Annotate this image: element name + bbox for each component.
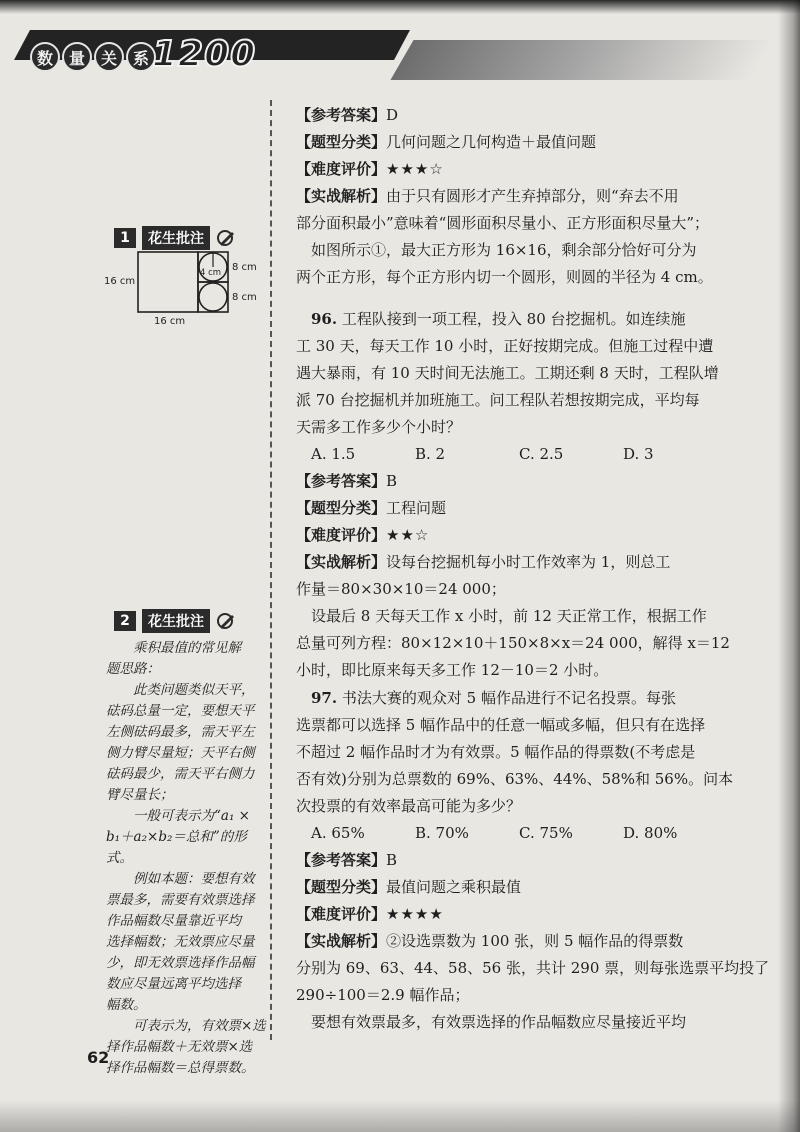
analysis-tag: 【实战解析】: [296, 553, 387, 571]
page-right-edge-shadow: [778, 0, 800, 1132]
q97-answer-line: [296, 847, 736, 874]
sidebar-note-1-label: [114, 226, 236, 250]
option-a: A. 1.5: [311, 445, 356, 463]
analysis-text: 设最后 8 天每天工作 x 小时，前 12 天正常工作，根据工作: [311, 607, 707, 625]
figure-label-radius: 4 cm: [200, 268, 222, 278]
q96-answer-line: [296, 468, 736, 495]
note-line: 数应尽量远离平均选择: [106, 976, 241, 992]
type-tag: 【题型分类】: [296, 878, 387, 896]
answer-tag: 【参考答案】: [296, 472, 387, 490]
q96-type-line: [296, 495, 736, 522]
answer-tag: 【参考答案】: [296, 106, 387, 124]
note-line: 侧力臂尽量短；天平右侧: [106, 745, 255, 761]
note-line: 此类问题类似天平，: [133, 682, 255, 698]
q95-answer-line: [296, 102, 736, 129]
note-line: 臂尽量长；: [106, 787, 174, 803]
analysis-text: 部分面积最小”意味着“圆形面积尽量小、正方形面积尽量大”；: [296, 214, 710, 232]
stem-text: 次投票的有效率最高可能为多少？: [296, 797, 522, 815]
q97-block: [296, 685, 770, 1036]
sidebar-note-2-text: [106, 638, 266, 1079]
stem-text: 派 70 台挖掘机并加班施工。问工程队若想按期完成，平均每: [296, 391, 700, 409]
analysis-text: 两个正方形，每个正方形内切一个圆形，则圆的半径为 4 cm。: [296, 268, 713, 286]
page-number: 62: [87, 1048, 110, 1067]
note-line: 题思路：: [106, 661, 160, 677]
q97-stem-line: [296, 685, 736, 712]
note-line: 一般可表示为“a₁ ×: [133, 808, 250, 824]
note-line: 作品幅数尽量靠近平均: [106, 913, 241, 929]
q97-analysis-line: [296, 928, 736, 955]
option-b: B. 70%: [415, 824, 469, 842]
stem-text: 选票都可以选择 5 幅作品中的任意一幅或多幅，但只有在选择: [296, 716, 706, 734]
answer-tag: 【参考答案】: [296, 851, 387, 869]
figure-label-right-top: 8 cm: [232, 262, 257, 273]
q96-stem-line: [296, 306, 736, 333]
header-badge: 数: [30, 42, 60, 72]
q96-difficulty-line: [296, 522, 736, 549]
type-value: 工程问题: [386, 499, 447, 517]
pen-icon: [216, 611, 236, 631]
analysis-text: 总量可列方程：80×12×10＋150×8×x＝24 000，解得 x＝12: [296, 634, 730, 652]
q97-difficulty-line: [296, 901, 736, 928]
stem-text: 否有效)分别为总票数的 69%、63%、44%、58%和 56%。问本: [296, 770, 734, 788]
header-badge: 关: [94, 42, 124, 72]
option-b: B. 2: [415, 445, 446, 463]
q96-options: [296, 441, 736, 468]
note-line: 砝码最少，需天平右侧力: [106, 766, 255, 782]
analysis-text: 设每台挖掘机每小时工作效率为 1，则总工: [386, 553, 671, 571]
difficulty-tag: 【难度评价】: [296, 160, 387, 178]
header-number: 1200: [152, 34, 257, 75]
type-tag: 【题型分类】: [296, 499, 387, 517]
analysis-tag: 【实战解析】: [296, 932, 387, 950]
type-tag: 【题型分类】: [296, 133, 387, 151]
figure-label-left: 16 cm: [104, 276, 136, 287]
note-number: 1: [114, 228, 136, 248]
analysis-text: 290÷100＝2.9 幅作品；: [296, 986, 470, 1004]
analysis-text: 分别为 69、63、44、58、56 张，共计 290 票，则每张选票平均投了: [296, 959, 770, 977]
stem-text: 天需多工作多少个小时？: [296, 418, 462, 436]
note-title: 花生批注: [142, 226, 210, 250]
question-number: 97.: [311, 689, 338, 707]
type-value: 几何问题之几何构造＋最值问题: [386, 133, 597, 151]
stem-text: 工程队接到一项工程，投入 80 台挖掘机。如连续施: [341, 310, 686, 328]
difficulty-tag: 【难度评价】: [296, 905, 387, 923]
note-line: 票最多，需要有效票选择: [106, 892, 255, 908]
analysis-tag: 【实战解析】: [296, 187, 387, 205]
note-line: 选择幅数；无效票应尽量: [106, 934, 255, 950]
note-title: 花生批注: [142, 609, 210, 633]
note-line: 例如本题：要想有效: [133, 871, 255, 887]
pen-icon: [216, 228, 236, 248]
difficulty-stars: ★★★☆: [386, 160, 444, 178]
header-badges: [30, 42, 156, 72]
figure-label-bottom: 16 cm: [154, 316, 186, 327]
q97-type-line: [296, 874, 736, 901]
analysis-text: 作量＝80×30×10＝24 000；: [296, 580, 506, 598]
page-bottom-shadow: [0, 1100, 800, 1132]
option-c: C. 75%: [519, 824, 573, 842]
stem-text: 不超过 2 幅作品时才为有效票。5 幅作品的得票数(不考虑是: [296, 743, 696, 761]
analysis-text: 由于只有圆形才产生弃掉部分，则“弃去不用: [386, 187, 679, 205]
analysis-text: 小时，即比原来每天多工作 12－10＝2 小时。: [296, 661, 609, 679]
note-line: 可表示为，有效票×选: [133, 1018, 266, 1034]
header-fade: [390, 40, 773, 80]
analysis-text: 要想有效票最多，有效票选择的作品幅数应尽量接近平均: [311, 1013, 687, 1031]
book-header: [22, 20, 442, 75]
answer-value: D: [386, 106, 399, 124]
q95-analysis-line: [296, 183, 736, 210]
note-line: 左侧砝码最多，需天平左: [106, 724, 255, 740]
difficulty-stars: ★★☆: [386, 526, 430, 544]
note-line: 择作品幅数＋无效票×选: [106, 1039, 253, 1055]
q96-block: [296, 306, 736, 684]
difficulty-tag: 【难度评价】: [296, 526, 387, 544]
difficulty-stars: ★★★★: [386, 905, 444, 923]
stem-text: 遇大暴雨，有 10 天时间无法施工。工期还剩 8 天时，工程队增: [296, 364, 719, 382]
option-d: D. 80%: [623, 824, 678, 842]
header-badge: 量: [62, 42, 92, 72]
note-line: 砝码总量一定，要想天平: [106, 703, 255, 719]
geometry-figure: [102, 250, 272, 330]
header-badge: 系: [126, 42, 156, 72]
q97-options: [296, 820, 736, 847]
answer-value: B: [386, 472, 398, 490]
note-line: 幅数。: [106, 997, 147, 1013]
stem-text: 书法大赛的观众对 5 幅作品进行不记名投票。每张: [341, 689, 676, 707]
page-top-shadow: [0, 0, 800, 14]
figure-label-right-bottom: 8 cm: [232, 292, 257, 303]
option-c: C. 2.5: [519, 445, 564, 463]
option-a: A. 65%: [311, 824, 365, 842]
stem-text: 工 30 天，每天工作 10 小时，正好按期完成。但施工过程中遭: [296, 337, 714, 355]
question-number: 96.: [311, 310, 338, 328]
note-line: 乘积最值的常见解: [133, 640, 241, 656]
q96-analysis-line: [296, 549, 736, 576]
column-divider: [270, 100, 272, 1040]
q95-difficulty-line: [296, 156, 736, 183]
q95-block: [296, 102, 736, 291]
analysis-text: 如图所示①，最大正方形为 16×16，剩余部分恰好可分为: [311, 241, 697, 259]
note-line: b₁＋a₂×b₂＝总和”的形式。: [106, 829, 247, 866]
sidebar-note-2-label: [114, 609, 236, 633]
note-line: 择作品幅数＝总得票数。: [106, 1060, 255, 1076]
note-number: 2: [114, 611, 136, 631]
note-line: 少，即无效票选择作品幅: [106, 955, 255, 971]
type-value: 最值问题之乘积最值: [386, 878, 522, 896]
answer-value: B: [386, 851, 398, 869]
analysis-text: ②设选票数为 100 张，则 5 幅作品的得票数: [386, 932, 684, 950]
q95-type-line: [296, 129, 736, 156]
option-d: D. 3: [623, 445, 654, 463]
